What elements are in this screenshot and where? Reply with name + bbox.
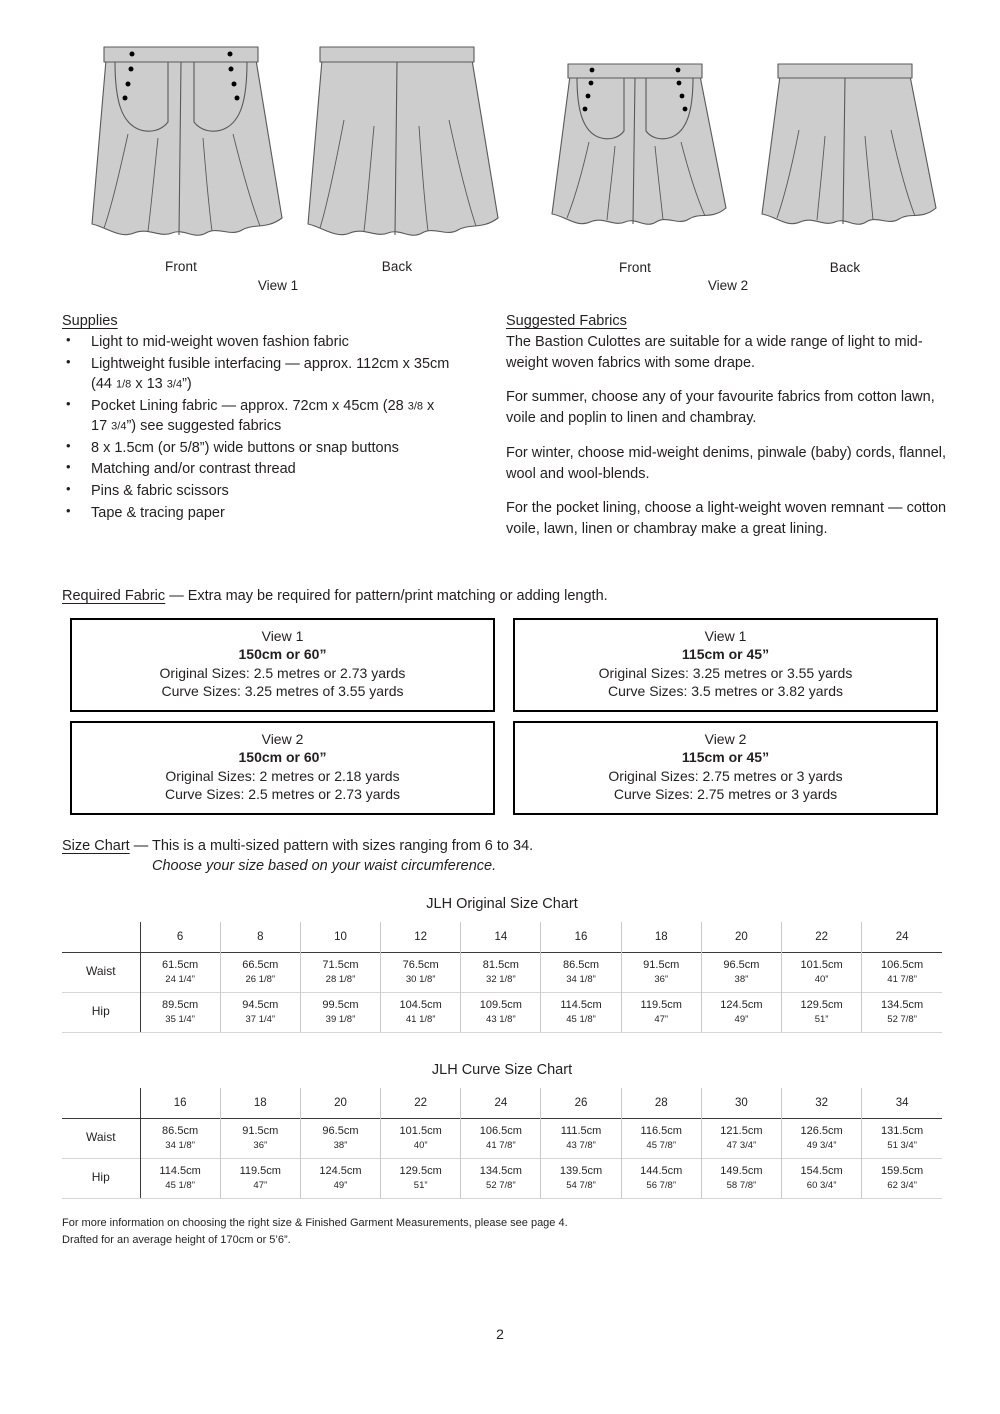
figure-caption-front: Front bbox=[618, 260, 651, 275]
list-item: • Light to mid-weight woven fashion fabric bbox=[62, 332, 502, 353]
table-col-header: 34 bbox=[895, 1096, 909, 1109]
table-col-header: 28 bbox=[621, 1088, 701, 1118]
table-body bbox=[62, 952, 942, 1032]
view1-title: View 1 bbox=[257, 278, 299, 293]
table-cell: 154.5cm 60 3/4” bbox=[782, 1158, 862, 1198]
list-item: • Pocket Lining fabric — approx. 72cm x 45cm (28 3/8 x 17 3/4”) see suggested fabrics bbox=[62, 396, 502, 437]
fabric-box-view: View 2 bbox=[704, 730, 747, 747]
view1-front-illustration bbox=[76, 30, 286, 255]
table-cell: 109.5cm 43 1/8” bbox=[461, 992, 541, 1032]
table-cell: 101.5cm 40” bbox=[381, 1118, 461, 1158]
table-body bbox=[62, 1118, 942, 1198]
table-cell: 121.5cm 47 3/4” bbox=[701, 1118, 781, 1158]
figure-view1-front bbox=[76, 30, 286, 274]
table-row bbox=[62, 992, 942, 1032]
row-label: Waist bbox=[62, 952, 140, 992]
footnote-line: For more information on choosing the right size & Finished Garment Measurements, please see page 4. bbox=[62, 1217, 568, 1229]
supplies-heading: Supplies bbox=[62, 313, 118, 329]
table-cell: 86.5cm 34 1/8” bbox=[541, 952, 621, 992]
table-cell: 134.5cm 52 7/8” bbox=[862, 992, 942, 1032]
table-col-header: 22 bbox=[782, 922, 862, 952]
table-col-header: 16 bbox=[541, 922, 621, 952]
size-table bbox=[62, 922, 942, 1033]
table-cell: 76.5cm 30 1/8” bbox=[381, 952, 461, 992]
size-chart-note: — This is a multi-sized pattern with sizes ranging from 6 to 34. bbox=[129, 838, 534, 854]
figure-caption-front: Front bbox=[164, 259, 197, 274]
fabric-box-width: 115cm or 45” bbox=[681, 749, 770, 766]
page-number: 2 bbox=[496, 1326, 504, 1342]
row-label: Hip bbox=[62, 1158, 140, 1198]
table-col-header: 20 bbox=[300, 1088, 380, 1118]
table-cell: 134.5cm 52 7/8” bbox=[461, 1158, 541, 1198]
figure-caption-back: Back bbox=[381, 259, 413, 274]
required-fabric-boxes bbox=[70, 618, 938, 824]
list-item: • Tape & tracing paper bbox=[62, 503, 502, 524]
table-col-header: 30 bbox=[701, 1088, 781, 1118]
chart-title: JLH Curve Size Chart bbox=[431, 1062, 573, 1078]
size-chart-subnote: Choose your size based on your waist circumference. bbox=[152, 858, 497, 874]
fabric-box-view: View 2 bbox=[261, 730, 304, 747]
figure-view2-front bbox=[540, 48, 730, 275]
table-cell: 91.5cm 36” bbox=[621, 952, 701, 992]
table-corner-cell bbox=[62, 1088, 140, 1118]
table-cell: 116.5cm 45 7/8” bbox=[621, 1118, 701, 1158]
table-col-header: 26 bbox=[541, 1088, 621, 1118]
required-fabric-note: — Extra may be required for pattern/print matching or adding length. bbox=[165, 588, 608, 604]
table-cell: 106.5cm 41 7/8” bbox=[862, 952, 942, 992]
suggested-fabrics-heading: Suggested Fabrics bbox=[506, 313, 627, 329]
fabric-box-row bbox=[70, 618, 938, 712]
table-cell: 81.5cm 32 1/8” bbox=[461, 952, 541, 992]
table-col-header: 18 bbox=[220, 1088, 300, 1118]
supplies-list bbox=[62, 332, 502, 523]
list-item: • 8 x 1.5cm (or 5/8”) wide buttons or snap buttons bbox=[62, 438, 502, 459]
fabric-box bbox=[513, 721, 938, 815]
fabric-box-original: Original Sizes: 2 metres or 2.18 yards bbox=[165, 767, 400, 784]
fabric-box-width: 150cm or 60” bbox=[238, 646, 327, 663]
table-cell: 86.5cm 34 1/8” bbox=[140, 1118, 220, 1158]
table-col-header: 12 bbox=[381, 922, 461, 952]
table-cell: 89.5cm 35 1/4” bbox=[140, 992, 220, 1032]
table-cell: 101.5cm 40” bbox=[782, 952, 862, 992]
table-header-row bbox=[62, 922, 942, 952]
table-cell: 61.5cm 24 1/4” bbox=[140, 952, 220, 992]
table-col-header: 10 bbox=[300, 922, 380, 952]
table-cell: 139.5cm 54 7/8” bbox=[541, 1158, 621, 1198]
table-col-header: 14 bbox=[461, 922, 541, 952]
fabric-box-view: View 1 bbox=[261, 628, 304, 644]
table-row bbox=[62, 952, 942, 992]
suggested-fabrics-section bbox=[506, 313, 956, 540]
fabric-paragraph: For the pocket lining, choose a light-weight woven remnant — cotton voile, lawn, linen or chambray make a great lining. bbox=[506, 500, 947, 538]
view1-back-illustration bbox=[292, 30, 502, 255]
size-chart-heading bbox=[62, 838, 533, 854]
fabric-box-view: View 1 bbox=[704, 628, 747, 644]
table-col-header: 6 bbox=[140, 922, 220, 952]
table-col-header: 20 bbox=[701, 922, 781, 952]
required-fabric-title: Required Fabric bbox=[62, 588, 166, 604]
table-cell: 66.5cm 26 1/8” bbox=[220, 952, 300, 992]
fabric-box bbox=[513, 618, 938, 712]
table-col-header: 32 bbox=[782, 1088, 862, 1118]
table-cell: 149.5cm 58 7/8” bbox=[701, 1158, 781, 1198]
table-col-header: 24 bbox=[461, 1088, 541, 1118]
fabric-box bbox=[70, 721, 495, 815]
fabric-paragraph: The Bastion Culottes are suitable for a wide range of light to mid-weight woven fabrics with some drape. bbox=[506, 334, 923, 371]
view2-front-illustration bbox=[540, 48, 730, 256]
table-cell: 111.5cm 43 7/8” bbox=[541, 1118, 621, 1158]
fabric-box bbox=[70, 618, 495, 712]
table-cell: 131.5cm 51 3/4” bbox=[862, 1118, 942, 1158]
list-item: • Lightweight fusible interfacing — approx. 112cm x 35cm (44 1/8 x 13 3/4”) bbox=[62, 354, 502, 395]
view2-title: View 2 bbox=[707, 278, 749, 293]
table-col-header: 18 bbox=[621, 922, 701, 952]
fabric-box-row bbox=[70, 721, 938, 815]
table-corner-cell bbox=[62, 922, 140, 952]
fabric-box-curve: Curve Sizes: 3.5 metres or 3.82 yards bbox=[608, 683, 843, 700]
table-header-row bbox=[62, 1088, 942, 1118]
fabric-paragraph: For winter, choose mid-weight denims, pinwale (baby) cords, flannel, wool and wool-blends. bbox=[506, 444, 947, 482]
table-cell: 96.5cm 38” bbox=[701, 952, 781, 992]
table-col-header: 22 bbox=[381, 1088, 461, 1118]
size-chart-title: Size Chart bbox=[62, 838, 130, 854]
table-cell: 94.5cm 37 1/4” bbox=[220, 992, 300, 1032]
figure-view2-back bbox=[750, 48, 940, 275]
chart-title: JLH Original Size Chart bbox=[426, 896, 578, 912]
fabric-box-width: 115cm or 45” bbox=[681, 646, 770, 663]
required-fabric-heading bbox=[62, 588, 608, 604]
table-cell: 104.5cm 41 1/8” bbox=[381, 992, 461, 1032]
original-size-chart bbox=[62, 896, 942, 1033]
table-cell: 124.5cm 49” bbox=[701, 992, 781, 1032]
table-cell: 129.5cm 51” bbox=[381, 1158, 461, 1198]
table-cell: 119.5cm 47” bbox=[220, 1158, 300, 1198]
table-cell: 106.5cm 41 7/8” bbox=[461, 1118, 541, 1158]
fabric-box-original: Original Sizes: 2.75 metres or 3 yards bbox=[608, 767, 843, 784]
technical-drawings bbox=[0, 30, 1000, 305]
row-label: Hip bbox=[62, 992, 140, 1032]
table-col-header: 16 bbox=[140, 1088, 220, 1118]
view2-back-illustration bbox=[750, 48, 940, 256]
table-cell: 114.5cm 45 1/8” bbox=[140, 1158, 220, 1198]
table-cell: 159.5cm 62 3/4” bbox=[862, 1158, 942, 1198]
table-cell: 96.5cm 38” bbox=[300, 1118, 380, 1158]
table-cell: 114.5cm 45 1/8” bbox=[541, 992, 621, 1032]
table-row bbox=[62, 1158, 942, 1198]
fabric-box-curve: Curve Sizes: 3.25 metres of 3.55 yards bbox=[161, 683, 404, 700]
fabric-box-original: Original Sizes: 3.25 metres or 3.55 yards bbox=[598, 664, 853, 681]
supplies-section bbox=[62, 313, 502, 524]
table-cell: 71.5cm 28 1/8” bbox=[300, 952, 380, 992]
table-cell: 91.5cm 36” bbox=[220, 1118, 300, 1158]
curve-size-chart bbox=[62, 1062, 942, 1199]
table-col-header: 8 bbox=[220, 922, 300, 952]
size-chart-footnote bbox=[62, 1215, 568, 1249]
list-item: • Matching and/or contrast thread bbox=[62, 459, 502, 480]
fabric-box-width: 150cm or 60” bbox=[238, 749, 327, 766]
list-item: • Pins & fabric scissors bbox=[62, 481, 502, 502]
figure-view1-back bbox=[292, 30, 502, 274]
table-col-header: 24 bbox=[895, 930, 909, 943]
table-cell: 144.5cm 56 7/8” bbox=[621, 1158, 701, 1198]
table-cell: 119.5cm 47” bbox=[621, 992, 701, 1032]
fabric-box-curve: Curve Sizes: 2.75 metres or 3 yards bbox=[613, 786, 838, 803]
size-table bbox=[62, 1088, 942, 1199]
table-row bbox=[62, 1118, 942, 1158]
table-cell: 129.5cm 51” bbox=[782, 992, 862, 1032]
figure-caption-back: Back bbox=[829, 260, 861, 275]
fabric-paragraph: For summer, choose any of your favourite fabrics from cotton lawn, voile and poplin to linen and chambray. bbox=[506, 389, 935, 427]
fabric-box-original: Original Sizes: 2.5 metres or 2.73 yards bbox=[159, 664, 406, 681]
row-label: Waist bbox=[62, 1118, 140, 1158]
footnote-line: Drafted for an average height of 170cm or 5’6”. bbox=[62, 1234, 291, 1247]
table-cell: 99.5cm 39 1/8” bbox=[300, 992, 380, 1032]
table-cell: 124.5cm 49” bbox=[300, 1158, 380, 1198]
table-cell: 126.5cm 49 3/4” bbox=[782, 1118, 862, 1158]
fabric-box-curve: Curve Sizes: 2.5 metres or 2.73 yards bbox=[165, 786, 400, 803]
